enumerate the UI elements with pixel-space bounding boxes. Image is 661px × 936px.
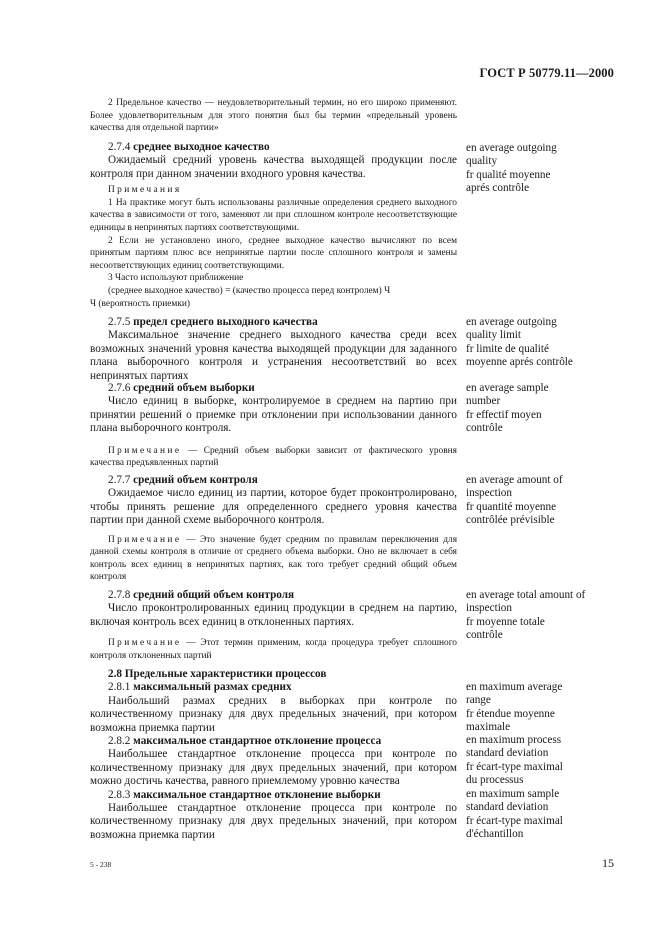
equivalent-fr: fr étendue moyenne: [466, 707, 555, 720]
term-heading: 2.8.2 максимальное стандартное отклонение процесса: [108, 735, 382, 748]
section-2-7-8: [90, 589, 457, 662]
equivalent-fr: fr effectif moyen: [466, 408, 542, 421]
equivalent-fr-cont: contrôlée prévisible: [466, 514, 555, 527]
term-definition: Ожидаемое число единиц из партии, которое будет проконтролировано, чтобы принять решение для определенного среднего уровня качества партии при данной схеме выборочного контроля.: [90, 487, 457, 527]
equivalents-2-8-1: [466, 681, 618, 735]
equivalent-en: en average outgoing: [466, 142, 557, 154]
equivalent-en-cont: standard deviation: [466, 801, 549, 814]
equivalent-fr: fr moyenne totale: [466, 615, 545, 628]
formula-line-2: Ч (вероятность приемки): [90, 298, 191, 309]
equivalent-fr: fr écart-type maximal: [466, 814, 563, 827]
term-heading: 2.8.1 максимальный размах средних: [108, 681, 292, 694]
formula-line-1: (среднее выходное качество) = (качество процесса перед контролем) Ч: [108, 285, 391, 296]
equivalents-2-7-8: [466, 589, 618, 643]
equivalent-fr-cont: moyenne aprés contrôle: [466, 356, 573, 369]
note-3: 3 Часто используют приближение: [108, 273, 244, 284]
section-2-7-7: [90, 474, 457, 584]
note-text: 2 Предельное качество — неудовлетворительный термин, но его широко применяют. Более удовлетворительным для этого понятия был бы термин «предельный уровень качества для отдельной партии»: [90, 98, 457, 134]
term-definition: Число единиц в выборке, контролируемое в среднем на партию при принятии решений о приемке при отклонении при использовании данного плана выборочного контроля.: [90, 395, 457, 435]
notes-title: Примечания: [108, 185, 182, 196]
term-definition: Максимальное значение среднего выходного качества среди всех возможных значений уровня качества выходящей продукции для заданного плана выборочного контроля и устранения несоответствий во всех непринятых партиях: [90, 329, 457, 382]
equivalents-2-7-5: [466, 316, 618, 370]
note-1: 1 На практике могут быть использованы различные определения среднего выходного качества в зависимости от того, заменяют ли при сплошном контроле несоответствующие единицы в непринятых партиях соответствующими.: [90, 197, 457, 233]
equivalents-2-8-2: [466, 734, 618, 788]
note-2: 2 Если не установлено иного, среднее выходное качество вычисляют по всем принятым партиям плюс все непринятые партии после сплошного контроля и замены несоответствующих единиц соответствующими.: [90, 235, 457, 271]
term-heading: 2.8.3 максимальное стандартное отклонение выборки: [108, 788, 381, 801]
term-heading: 2.7.7 средний объем контроля: [108, 474, 258, 486]
section-2-7-4: [90, 141, 457, 310]
note: Примечание — Это значение будет средним по правилам переключения для данной схемы контроля в отличие от среднего объема выборки. Оно не включает в себя контроль всех единиц в непринятых партиях, как того требует средний общий объем контроля: [90, 534, 458, 583]
equivalent-en-cont: quality: [466, 155, 498, 168]
equivalent-en: en average sample: [466, 382, 549, 394]
equivalents-2-7-4: [466, 142, 618, 196]
equivalent-fr: fr qualité moyenne: [466, 168, 551, 181]
equivalent-fr-cont: contrôle: [466, 629, 503, 642]
section-title: 2.8 Предельные характеристики процессов: [108, 668, 327, 680]
term-heading: 2.7.8 средний общий объем контроля: [108, 589, 295, 601]
equivalent-en-cont: inspection: [466, 602, 512, 615]
equivalent-en-cont: standard deviation: [466, 747, 549, 760]
equivalent-fr-cont: du processus: [466, 774, 524, 787]
equivalent-en-cont: quality limit: [466, 329, 522, 342]
term-heading: 2.7.4 среднее выходное качество: [108, 141, 270, 153]
term-definition: Число проконтролированных единиц продукции в среднем на партию, включая контроль всех единиц в отклоненных партиях.: [90, 602, 457, 628]
note: Примечание — Этот термин применим, когда процедура требует сплошного контроля отклоненных партий: [90, 638, 457, 661]
standard-header: ГОСТ Р 50779.11—2000: [479, 66, 614, 80]
term-definition: Наибольшее стандартное отклонение процесса при контроле по количественному признаку для двух предельных значений, при котором возможна приемка партии: [90, 802, 457, 841]
equivalents-2-7-6: [466, 382, 618, 436]
note-limiting-quality: [90, 97, 457, 135]
page-number: 15: [602, 856, 614, 870]
equivalent-fr-cont: d'échantillon: [466, 828, 524, 841]
equivalent-en-cont: inspection: [466, 487, 512, 500]
note: Примечание — Средний объем выборки зависит от фактического уровня качества предъявленных партий: [90, 445, 457, 469]
term-heading: 2.7.6 средний объем выборки: [108, 382, 255, 394]
equivalent-fr: fr limite de qualité: [466, 342, 549, 355]
equivalent-en: en maximum average: [466, 681, 563, 693]
equivalent-fr-cont: aprés contrôle: [466, 182, 530, 195]
section-2-7-5: [90, 316, 457, 383]
equivalents-2-7-7: [466, 474, 618, 528]
section-2-8: [90, 668, 457, 842]
equivalent-fr-cont: contrôle: [466, 422, 503, 435]
term-heading: 2.7.5 предел среднего выходного качества: [108, 316, 318, 328]
term-definition: Ожидаемый средний уровень качества выходящей продукции после контроля при данном значении входного уровня качества.: [90, 154, 457, 180]
term-definition: Наибольший размах средних в выборках при контроле по количественному признаку для двух предельных значений, при котором возможна приемка партии: [90, 694, 457, 734]
section-2-7-6: [90, 382, 457, 470]
equivalent-fr: fr écart-type maximal: [466, 760, 563, 773]
equivalents-2-8-3: [466, 788, 618, 842]
equivalent-en-cont: range: [466, 694, 491, 707]
print-code: 5 - 238: [90, 860, 112, 869]
equivalent-en: en average outgoing: [466, 316, 557, 328]
term-definition: Наибольшее стандартное отклонение процесса при контроле по количественному признаку для двух предельных значений, при котором можно достичь качества, равного приемлемому уровню качества: [90, 748, 457, 788]
equivalent-fr: fr quantité moyenne: [466, 500, 557, 513]
equivalent-en-cont: number: [466, 395, 501, 408]
equivalent-en: en maximum sample: [466, 788, 560, 800]
equivalent-en: en maximum process: [466, 734, 562, 746]
equivalent-en: en average amount of: [466, 474, 563, 486]
equivalent-fr-cont: maximale: [466, 721, 511, 734]
equivalent-en: en average total amount of: [466, 589, 586, 601]
